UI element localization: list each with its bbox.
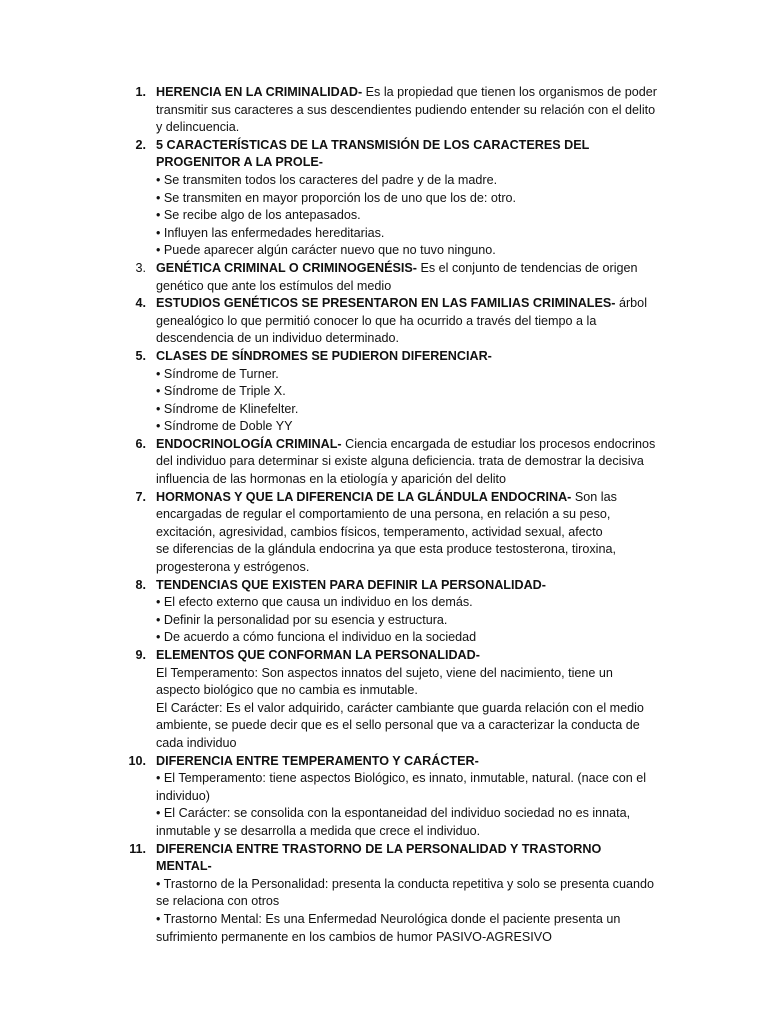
item-heading: ENDOCRINOLOGÍA CRIMINAL- — [156, 436, 342, 451]
bullet-line: • El Carácter: se consolida con la espontaneidad del individuo sociedad no es innata, inmutable y se desarrolla a medida que crece el individuo. — [156, 806, 631, 838]
item-text: Ciencia encargada de estudiar los procesos endocrinos del individuo para determinar si existe alguna deficiencia. trata de demostrar la decisiva influencia de las hormonas en la etiología y aparición del delito — [156, 436, 656, 487]
item-heading: 5 CARACTERÍSTICAS DE LA TRANSMISIÓN DE LOS CARACTERES DEL PROGENITOR A LA PROLE- — [156, 137, 590, 170]
list-item — [0, 348, 768, 436]
item-heading: CLASES DE SÍNDROMES SE PUDIERON DIFERENCIAR- — [156, 348, 492, 363]
bullet-line: • Se recibe algo de los antepasados. — [156, 208, 361, 223]
item-heading: DIFERENCIA ENTRE TRASTORNO DE LA PERSONALIDAD Y TRASTORNO MENTAL- — [156, 841, 602, 874]
bullet-line: • Síndrome de Turner. — [156, 366, 279, 381]
bullet-line: • El Temperamento: tiene aspectos Biológico, es innato, inmutable, natural. (nace con el individuo) — [156, 771, 647, 803]
body-line: El Carácter: Es el valor adquirido, carácter cambiante que guarda relación con el medio ambiente, se puede decir que es el sello personal que va a caracterizar la conducta de cada individuo — [156, 700, 644, 750]
bullet-line: • Se transmiten en mayor proporción los de uno que los de: otro. — [156, 190, 517, 205]
bullet-line: • Puede aparecer algún carácter nuevo que no tuvo ninguno. — [156, 243, 496, 258]
bullet-line: • Síndrome de Doble YY — [156, 419, 293, 434]
bullet-line: • Influyen las enfermedades hereditarias. — [156, 225, 385, 240]
bullet-line: • Se transmiten todos los caracteres del padre y de la madre. — [156, 172, 498, 187]
item-number: 10. — [128, 753, 146, 768]
list-item — [0, 84, 768, 137]
list-item — [0, 260, 768, 295]
item-text: árbol genealógico lo que permitió conocer lo que ha ocurrido a través del tiempo a la descendencia de un individuo determinado. — [156, 296, 647, 346]
item-number: 11. — [129, 841, 146, 856]
list-item — [0, 436, 768, 489]
bullet-line: • Definir la personalidad por su esencia y estructura. — [156, 612, 448, 627]
bullet-line: • El efecto externo que causa un individuo en los demás. — [156, 595, 473, 610]
list-item — [0, 489, 768, 577]
item-number: 9. — [135, 648, 146, 662]
item-number: 3. — [135, 260, 146, 275]
list-item — [0, 753, 768, 841]
item-heading: DIFERENCIA ENTRE TEMPERAMENTO Y CARÁCTER- — [156, 753, 479, 768]
item-heading: GENÉTICA CRIMINAL O CRIMINOGENÉSIS- — [156, 260, 417, 275]
item-heading: TENDENCIAS QUE EXISTEN PARA DEFINIR LA PERSONALIDAD- — [156, 577, 546, 592]
item-text: Son las encargadas de regular el comportamiento de una persona, en relación a su peso, excitación, agresividad, cambios físicos, temperamento, actividad sexual, afecto — [156, 489, 617, 539]
document-page — [0, 84, 768, 946]
item-heading: HORMONAS Y QUE LA DIFERENCIA DE LA GLÁNDULA ENDOCRINA- — [156, 489, 572, 504]
item-heading: ELEMENTOS QUE CONFORMAN LA PERSONALIDAD- — [156, 648, 480, 662]
item-text: Es el conjunto de tendencias de origen genético que ante los estímulos del medio — [156, 260, 638, 293]
item-number: 1. — [135, 85, 146, 99]
body-line: El Temperamento: Son aspectos innatos del sujeto, viene del nacimiento, tiene un aspecto biológico que no cambia es inmutable. — [156, 665, 613, 698]
bullet-line: • Trastorno de la Personalidad: presenta la conducta repetitiva y solo se presenta cuando se relaciona con otros — [156, 876, 654, 909]
item-number: 8. — [135, 577, 146, 592]
bullet-line: • De acuerdo a cómo funciona el individuo en la sociedad — [156, 630, 477, 645]
item-heading: ESTUDIOS GENÉTICOS SE PRESENTARON EN LAS FAMILIAS CRIMINALES- — [156, 296, 616, 311]
body-line: se diferencias de la glándula endocrina ya que esta produce testosterona, tiroxina, progesterona y estrógenos. — [156, 542, 616, 575]
item-heading: HERENCIA EN LA CRIMINALIDAD- — [156, 85, 363, 99]
list-item — [0, 295, 768, 348]
item-text: Es la propiedad que tienen los organismos de poder transmitir sus caracteres a sus descendientes pudiendo entender su relación con el delito y delincuencia. — [156, 85, 657, 135]
list-item — [0, 647, 768, 753]
item-number: 7. — [135, 489, 146, 504]
item-number: 4. — [135, 296, 146, 311]
list-item — [0, 137, 768, 260]
bullet-line: • Síndrome de Klinefelter. — [156, 401, 299, 416]
list-item — [0, 841, 768, 947]
bullet-line: • Trastorno Mental: Es una Enfermedad Neurológica donde el paciente presenta un sufrimiento permanente en los cambios de humor PASIVO-AGRESIVO — [156, 911, 621, 944]
list-item — [0, 577, 768, 647]
bullet-line: • Síndrome de Triple X. — [156, 384, 286, 399]
item-number: 6. — [135, 436, 146, 451]
item-number: 5. — [135, 348, 146, 363]
item-number: 2. — [135, 137, 146, 152]
